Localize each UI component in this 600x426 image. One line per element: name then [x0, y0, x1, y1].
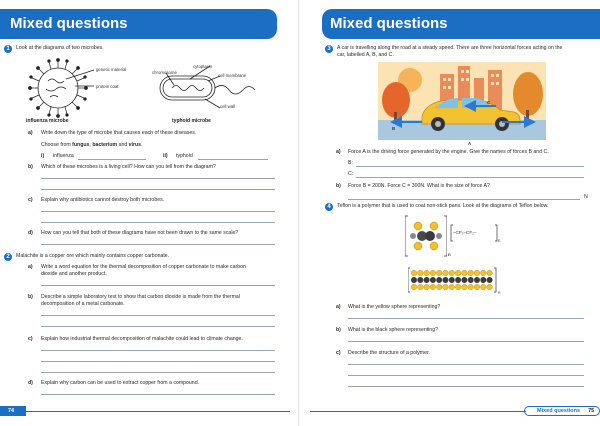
part-label: a)	[336, 304, 341, 310]
carbon-sphere	[430, 277, 436, 283]
carbon-sphere	[443, 277, 449, 283]
subpart-label: i)	[41, 153, 45, 159]
diagram-label: protein coat	[96, 84, 119, 89]
answer-prefix: C:	[348, 171, 354, 177]
question-text: Write a word equation for the thermal decomposition of copper carbonate to make carbon	[41, 264, 246, 270]
fluorine-sphere	[436, 270, 442, 276]
part-label: b)	[336, 327, 341, 333]
part-label: a)	[336, 149, 341, 155]
fluorine-sphere	[455, 270, 461, 276]
fluorine-sphere	[474, 284, 480, 290]
carbon-sphere	[480, 277, 486, 283]
page-number: 74	[0, 406, 26, 416]
fluorine-sphere	[468, 284, 474, 290]
answer-line[interactable]	[41, 222, 275, 223]
question-text: Explain how industrial thermal decomposition of malachite could lead to climate change.	[41, 336, 243, 342]
fluorine-sphere	[443, 270, 449, 276]
question-text: What is the yellow sphere representing?	[348, 304, 441, 310]
fluorine-sphere	[481, 270, 487, 276]
diagram-label: cell wall	[220, 104, 236, 109]
subpart-text: typhoid	[176, 153, 193, 159]
teflon-formula: –CF₂–CF₂–	[453, 230, 477, 235]
question-number-badge: 1	[4, 45, 12, 53]
question-stem: car, labelled A, B, and C.	[337, 52, 394, 58]
repeat-unit-n: n	[448, 252, 451, 257]
fluorine-sphere	[487, 284, 493, 290]
question-text: Describe a simple laboratory test to show that carbon dioxide is made from the thermal	[41, 294, 240, 300]
fluorine-sphere	[411, 284, 417, 290]
answer-line[interactable]	[348, 386, 584, 387]
question-text: Force A is the driving force generated by the engine. Give the names of forces B and C.	[348, 149, 549, 155]
diagram-label: chromosome	[152, 70, 177, 75]
fluorine-sphere	[418, 270, 424, 276]
question-text: Which of these microbes is a living cell? How can you tell from the diagram?	[41, 164, 216, 170]
answer-line[interactable]	[41, 326, 275, 327]
answer-line[interactable]	[41, 285, 275, 286]
subpart-text: influenza	[53, 153, 74, 159]
question-text: Describe the structure of a polymer.	[348, 350, 430, 356]
question-text: What is the black sphere representing?	[348, 327, 438, 333]
footer-section-label: Mixed questions 75	[524, 406, 600, 416]
fluorine-sphere	[424, 284, 430, 290]
unit-label: N	[584, 194, 588, 200]
fluorine-sphere	[424, 270, 430, 276]
answer-line[interactable]	[348, 375, 584, 376]
right-page	[300, 0, 600, 426]
fluorine-sphere	[411, 270, 417, 276]
fluorine-sphere	[430, 284, 436, 290]
force-label: B	[392, 126, 396, 131]
part-label: b)	[28, 164, 33, 170]
teflon-monomer-model	[405, 214, 447, 260]
carbon-sphere	[411, 277, 417, 283]
choice-instruction: Choose from fungus, bacterium and virus.	[41, 142, 143, 148]
fluorine-sphere	[487, 270, 493, 276]
part-label: c)	[28, 197, 33, 203]
answer-line[interactable]	[41, 372, 275, 373]
question-stem: Malachite is a copper ore which mainly contains copper carbonate.	[16, 253, 170, 259]
answer-line[interactable]	[356, 166, 584, 167]
footer-rule	[310, 411, 526, 412]
carbon-sphere	[436, 277, 442, 283]
answer-line[interactable]	[348, 341, 584, 342]
answer-line[interactable]	[41, 350, 275, 351]
fluorine-sphere	[443, 284, 449, 290]
question-stem: A car is travelling along the road at a steady speed. There are three horizontal forces acting on the	[337, 45, 563, 51]
question-number-badge: 4	[325, 203, 333, 211]
answer-line[interactable]	[41, 211, 275, 212]
fluorine-sphere	[474, 270, 480, 276]
diagram-label: cytoplasm	[193, 64, 213, 69]
part-label: d)	[28, 380, 33, 386]
carbon-sphere	[417, 277, 423, 283]
carbon-sphere	[449, 277, 455, 283]
influenza-microbe-diagram	[18, 55, 128, 123]
fluorine-sphere	[455, 284, 461, 290]
diagram-label: genetic material	[96, 67, 127, 72]
fluorine-sphere	[418, 284, 424, 290]
question-number-badge: 2	[4, 253, 12, 261]
answer-line[interactable]	[41, 244, 275, 245]
page-title: Mixed questions	[322, 9, 600, 39]
question-text: Write down the type of microbe that causes each of these diseases.	[41, 130, 197, 136]
force-label: C	[487, 100, 491, 105]
question-text: decomposition of a metal carbonate.	[41, 301, 125, 307]
part-label: b)	[28, 294, 33, 300]
fluorine-sphere	[462, 284, 468, 290]
carbon-sphere	[455, 277, 461, 283]
part-label: c)	[336, 350, 341, 356]
part-label: a)	[28, 264, 33, 270]
subpart-label: ii)	[163, 153, 168, 159]
fluorine-sphere	[449, 284, 455, 290]
answer-line[interactable]	[198, 159, 268, 160]
question-number-badge: 3	[325, 45, 333, 53]
car-forces-illustration	[378, 62, 546, 140]
question-stem: Teflon is a polymer that is used to coat non-stick pans. Look at the diagrams of Teflon below.	[337, 203, 549, 209]
question-text: dioxide and another product.	[41, 271, 107, 277]
polymer-n: n	[498, 290, 501, 295]
part-label: a)	[28, 130, 33, 136]
question-text: Force B = 200N. Force C = 300N. What is the size of force A?	[348, 183, 490, 189]
answer-prefix: B:	[348, 160, 353, 166]
answer-line[interactable]	[348, 318, 584, 319]
diagram-caption: influenza microbe	[26, 118, 69, 124]
carbon-sphere	[468, 277, 474, 283]
answer-line[interactable]	[41, 178, 275, 179]
fluorine-sphere	[468, 270, 474, 276]
carbon-sphere	[487, 277, 493, 283]
footer-rule	[26, 411, 290, 412]
fluorine-sphere	[462, 270, 468, 276]
part-label: b)	[336, 183, 341, 189]
force-label: A	[468, 141, 472, 146]
answer-line[interactable]	[356, 177, 584, 178]
carbon-sphere	[474, 277, 480, 283]
answer-line[interactable]	[78, 159, 146, 160]
fluorine-sphere	[436, 284, 442, 290]
fluorine-sphere	[481, 284, 487, 290]
answer-line[interactable]	[41, 315, 275, 316]
diagram-label: cell membrane	[218, 73, 247, 78]
answer-line[interactable]	[348, 199, 580, 200]
part-label: c)	[28, 336, 33, 342]
teflon-polymer-model	[408, 266, 501, 295]
question-text: How can you tell that both of these diagrams have not been drawn to the same scale?	[41, 230, 239, 236]
answer-line[interactable]	[41, 361, 275, 362]
page-title: Mixed questions	[0, 9, 277, 39]
fluorine-sphere	[449, 270, 455, 276]
carbon-sphere	[461, 277, 467, 283]
diagram-caption: typhoid microbe	[172, 118, 211, 124]
question-stem: Look at the diagrams of two microbes.	[16, 45, 104, 51]
fluorine-sphere	[430, 270, 436, 276]
answer-line[interactable]	[41, 394, 275, 395]
part-label: d)	[28, 230, 33, 236]
answer-line[interactable]	[41, 189, 275, 190]
question-text: Explain why antibiotics cannot destroy both microbes.	[41, 197, 165, 203]
formula-n: n	[498, 238, 501, 243]
answer-line[interactable]	[348, 364, 584, 365]
question-text: Explain why carbon can be used to extract copper from a compound.	[41, 380, 200, 386]
carbon-sphere	[424, 277, 430, 283]
